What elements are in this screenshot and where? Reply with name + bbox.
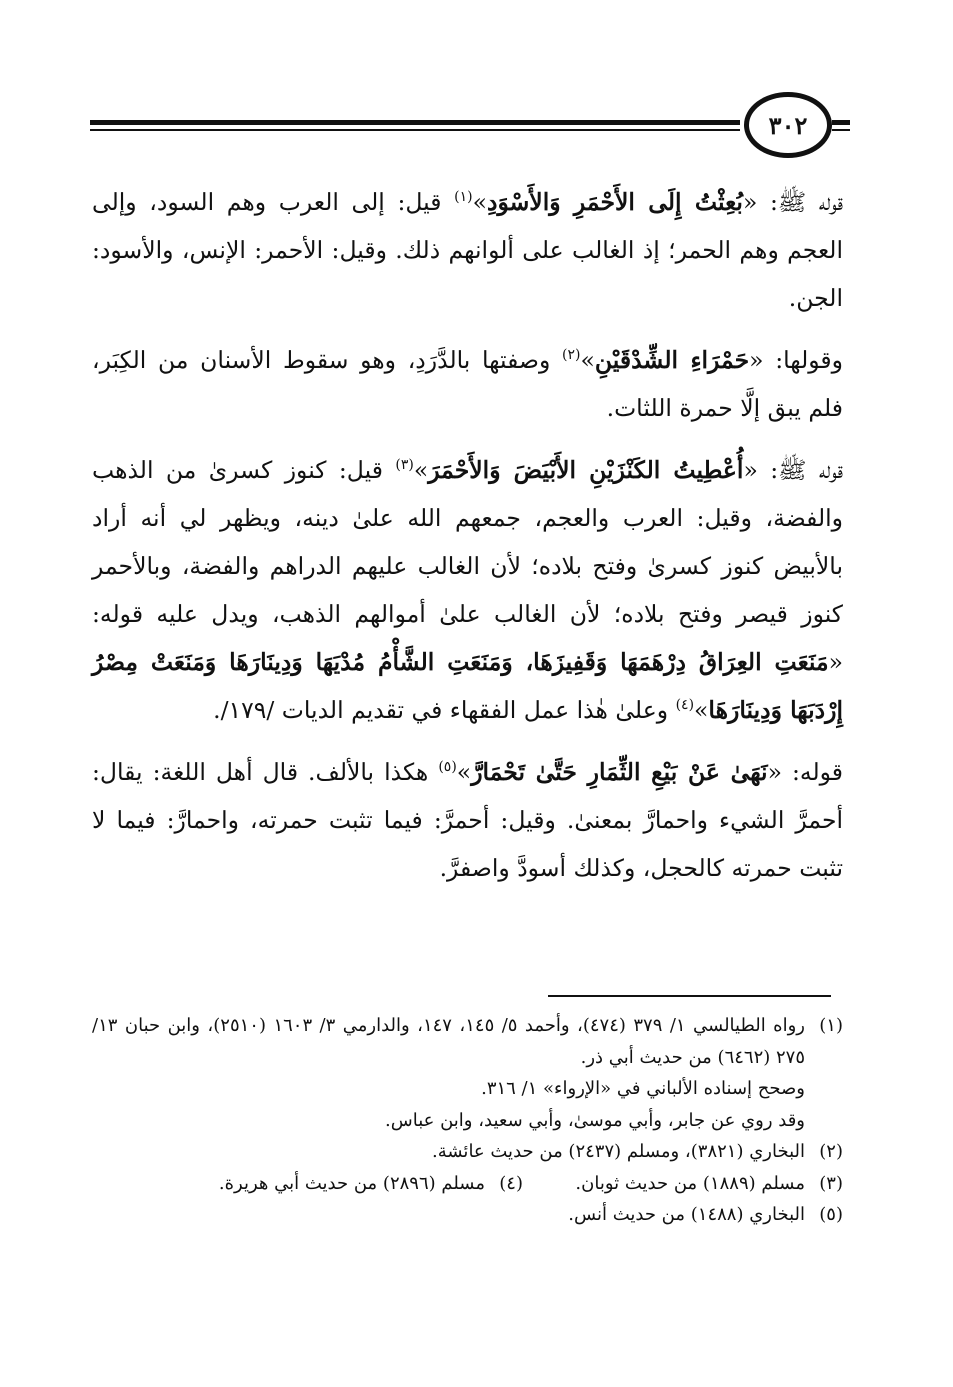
- footnote-1: [92, 1010, 843, 1136]
- paragraph-1: [92, 178, 843, 322]
- text-run: قيل: كنوز كسرىٰ من الذهب والفضة، وقيل: العرب والعجم، جمعهم الله علىٰ دينه، ويظهر لي أنه أراد بالأبيض كنوز كسرىٰ وفتح بلاده؛ لأن الغالب عليهم الدراهم والفضة، وبالأحمر كنوز قيصر وفتح بلاده؛ لأن الغالب علىٰ أموالهم الذهب، ويدل عليه قوله: «: [92, 456, 843, 676]
- main-text: [92, 178, 843, 906]
- footnote-ref[interactable]: (٤): [675, 697, 695, 714]
- text-run: هكذا بالألف. قال أهل اللغة: يقال: أحمرَّ الشيء واحمارَّ بمعنىٰ. وقيل: أحمرَّ: فيما تثبت حمرته، واحمارَّ: فيما لا تثبت حمرته كالحجل، وكذلك أسودَّ واصفرَّ.: [92, 758, 843, 882]
- text-run: وقولها: «: [749, 346, 844, 374]
- footnote-number: (٣): [819, 1172, 843, 1194]
- page-header: [90, 92, 850, 162]
- footnote-text: رواه الطيالسي ١/ ٣٧٩ (٤٧٤)، وأحمد ٥/ ١٤٥، ١٤٧، والدارمي ٣/ ١٦٠٣ (٢٥١٠)، وابن حبان ١٣/ ٢٧٥ (٦٤٦٢) من حديث أبي ذر.: [92, 1015, 805, 1068]
- footnote-number: (٢): [819, 1141, 843, 1162]
- hadith-quote: حَمْرَاءِ الشِّدْقَيْنِ: [594, 346, 750, 374]
- text-run: قوله ﷺ: «: [743, 456, 843, 484]
- footnote-number: (٥): [819, 1204, 843, 1225]
- footnotes: [92, 1010, 843, 1231]
- paragraph-2: [92, 336, 843, 432]
- footnote-3: [523, 1168, 843, 1200]
- hadith-quote: نَهَىٰ عَنْ بَيْعِ الثِّمَارِ حَتَّىٰ تَحْمَارَّ: [471, 758, 768, 786]
- paragraph-4: [92, 748, 843, 892]
- text-run: وعلىٰ هٰذا عمل الفقهاء في تقديم الديات /١٧٩/.: [213, 696, 676, 724]
- text-run: »: [472, 188, 487, 216]
- footnote-number: (١): [819, 1015, 843, 1036]
- text-run: »: [456, 758, 472, 786]
- footnote-row-3-4: [92, 1168, 843, 1200]
- header-rule-thin: [90, 129, 740, 131]
- text-run: قوله ﷺ: «: [742, 188, 843, 216]
- footnote-text: مسلم (١٨٨٩) من حديث ثوبان.: [575, 1172, 805, 1194]
- footnote-ref[interactable]: (٣): [395, 457, 414, 474]
- footnote-body: [92, 1010, 805, 1136]
- footnote-4: [203, 1168, 523, 1200]
- page-number: ٣٠٢: [744, 92, 832, 158]
- footnote-number: (٤): [499, 1172, 523, 1194]
- header-rule-thick: [90, 120, 740, 125]
- text-run: وصفتها بالدَّرَدِ، وهو سقوط الأسنان من الكِبَر، فلم يبق إلَّا حمرة اللثات.: [92, 346, 843, 422]
- paragraph-3: [92, 446, 843, 734]
- hadith-quote: مَنَعَتِ العِرَاقُ دِرْهَمَهَا وَقَفِيزَهَا، وَمَنَعَتِ الشَّأْمُ مُدْيَهَا وَدِينَارَهَا وَمَنَعَتْ مِصْرُ إِرْدَبَهَا وَدِينَارَهَا: [92, 648, 843, 724]
- footnote-text: البخاري (١٤٨٨) من حديث أنس.: [568, 1204, 805, 1225]
- footnote-2: [92, 1136, 843, 1168]
- header-rule-end: [832, 120, 850, 125]
- footnote-ref[interactable]: (٢): [562, 347, 581, 364]
- text-run: »: [413, 456, 429, 484]
- footnote-text: وقد روي عن جابر، وأبي موسىٰ، وأبي سعيد، وابن عباس.: [385, 1109, 805, 1131]
- text-run: »: [694, 696, 709, 724]
- text-run: »: [580, 346, 595, 374]
- footnote-text: وصحح إسناده الألباني في «الإرواء» ١/ ٣١٦.: [481, 1078, 805, 1099]
- footnote-separator: [548, 995, 831, 997]
- footnote-text: البخاري (٣٨٢١)، ومسلم (٢٤٣٧) من حديث عائشة.: [432, 1141, 805, 1162]
- footnote-ref[interactable]: (٥): [438, 759, 457, 776]
- footnote-ref[interactable]: (١): [454, 189, 473, 206]
- footnote-text: مسلم (٢٨٩٦) من حديث أبي هريرة.: [218, 1172, 485, 1194]
- hadith-quote: بُعِثْتُ إِلَى الأَحْمَرِ وَالأَسْوَدِ: [487, 188, 743, 216]
- text-run: قيل: إلى العرب وهم السود، وإلى العجم وهم الحمر؛ إذ الغالب على ألوانهم ذلك. وقيل: الأحمر: الإنس، والأسود: الجن.: [92, 188, 843, 312]
- text-run: قوله: «: [767, 758, 844, 786]
- header-rule-end-thin: [832, 129, 850, 131]
- footnote-5: [92, 1199, 843, 1231]
- hadith-quote: أُعْطِيتُ الكَنْزَيْنِ الأَبْيَضَ وَالأَحْمَرَ: [428, 456, 744, 484]
